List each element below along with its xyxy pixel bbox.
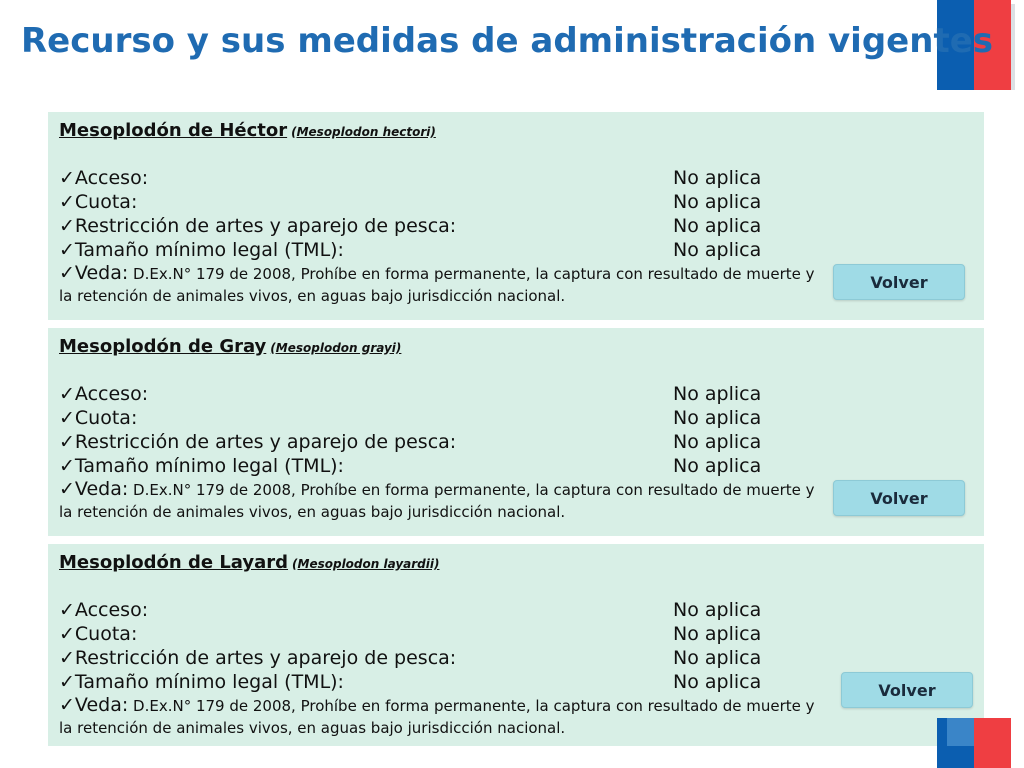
measure-value: No aplica [673,191,762,213]
measure-value: No aplica [673,383,762,405]
measure-tml: ✓Tamaño mínimo legal (TML): No aplica [59,671,762,693]
measure-tml: ✓Tamaño mínimo legal (TML): No aplica [59,455,762,477]
measure-acceso: ✓Acceso: No aplica [59,167,762,189]
volver-button[interactable]: Volver [833,264,965,300]
measure-acceso: ✓Acceso: No aplica [59,599,762,621]
species-heading [59,120,436,141]
measure-value: No aplica [673,431,762,453]
measure-cuota: ✓Cuota: No aplica [59,407,762,429]
measure-acceso: ✓Acceso: No aplica [59,383,762,405]
measure-cuota: ✓Cuota: No aplica [59,623,762,645]
measure-value: No aplica [673,407,762,429]
measure-value: No aplica [673,167,762,189]
species-scientific-name: (Mesoplodon layardii) [292,557,440,571]
species-name: Mesoplodón de Gray [59,336,267,357]
measure-value: No aplica [673,647,762,669]
measure-veda: ✓Veda: D.Ex.N° 179 de 2008, Prohíbe en forma permanente, la captura con resultado de muerte y la retención de animales vivos, en aguas bajo jurisdicción nacional. [59,262,815,305]
species-heading [59,552,439,573]
species-panel-hector [48,112,984,320]
flag-logo-bottom [937,718,1015,768]
measure-value: No aplica [673,215,762,237]
species-scientific-name: (Mesoplodon grayi) [270,341,402,355]
measure-value: No aplica [673,623,762,645]
species-name: Mesoplodón de Héctor [59,120,288,141]
measure-value: No aplica [673,671,762,693]
veda-text: D.Ex.N° 179 de 2008, Prohíbe en forma permanente, la captura con resultado de muerte y la retención de animales vivos, en aguas bajo jurisdicción nacional. [59,265,815,305]
measure-veda: ✓Veda: D.Ex.N° 179 de 2008, Prohíbe en forma permanente, la captura con resultado de muerte y la retención de animales vivos, en aguas bajo jurisdicción nacional. [59,478,815,521]
measure-value: No aplica [673,455,762,477]
veda-text: D.Ex.N° 179 de 2008, Prohíbe en forma permanente, la captura con resultado de muerte y la retención de animales vivos, en aguas bajo jurisdicción nacional. [59,481,815,521]
measure-restriccion: ✓Restricción de artes y aparejo de pesca: No aplica [59,431,762,453]
measure-veda: ✓Veda: D.Ex.N° 179 de 2008, Prohíbe en forma permanente, la captura con resultado de muerte y la retención de animales vivos, en aguas bajo jurisdicción nacional. [59,694,815,737]
species-panel-gray [48,328,984,536]
measure-restriccion: ✓Restricción de artes y aparejo de pesca: No aplica [59,647,762,669]
volver-button[interactable]: Volver [833,480,965,516]
page-title: Recurso y sus medidas de administración vigentes [21,21,993,61]
measure-value: No aplica [673,599,762,621]
species-name: Mesoplodón de Layard [59,552,289,573]
measure-value: No aplica [673,239,762,261]
species-scientific-name: (Mesoplodon hectori) [291,125,436,139]
volver-button[interactable]: Volver [841,672,973,708]
measure-cuota: ✓Cuota: No aplica [59,191,762,213]
veda-text: D.Ex.N° 179 de 2008, Prohíbe en forma permanente, la captura con resultado de muerte y la retención de animales vivos, en aguas bajo jurisdicción nacional. [59,697,815,737]
species-panel-layard [48,544,984,746]
species-heading [59,336,401,357]
measure-restriccion: ✓Restricción de artes y aparejo de pesca: No aplica [59,215,762,237]
measure-tml: ✓Tamaño mínimo legal (TML): No aplica [59,239,762,261]
